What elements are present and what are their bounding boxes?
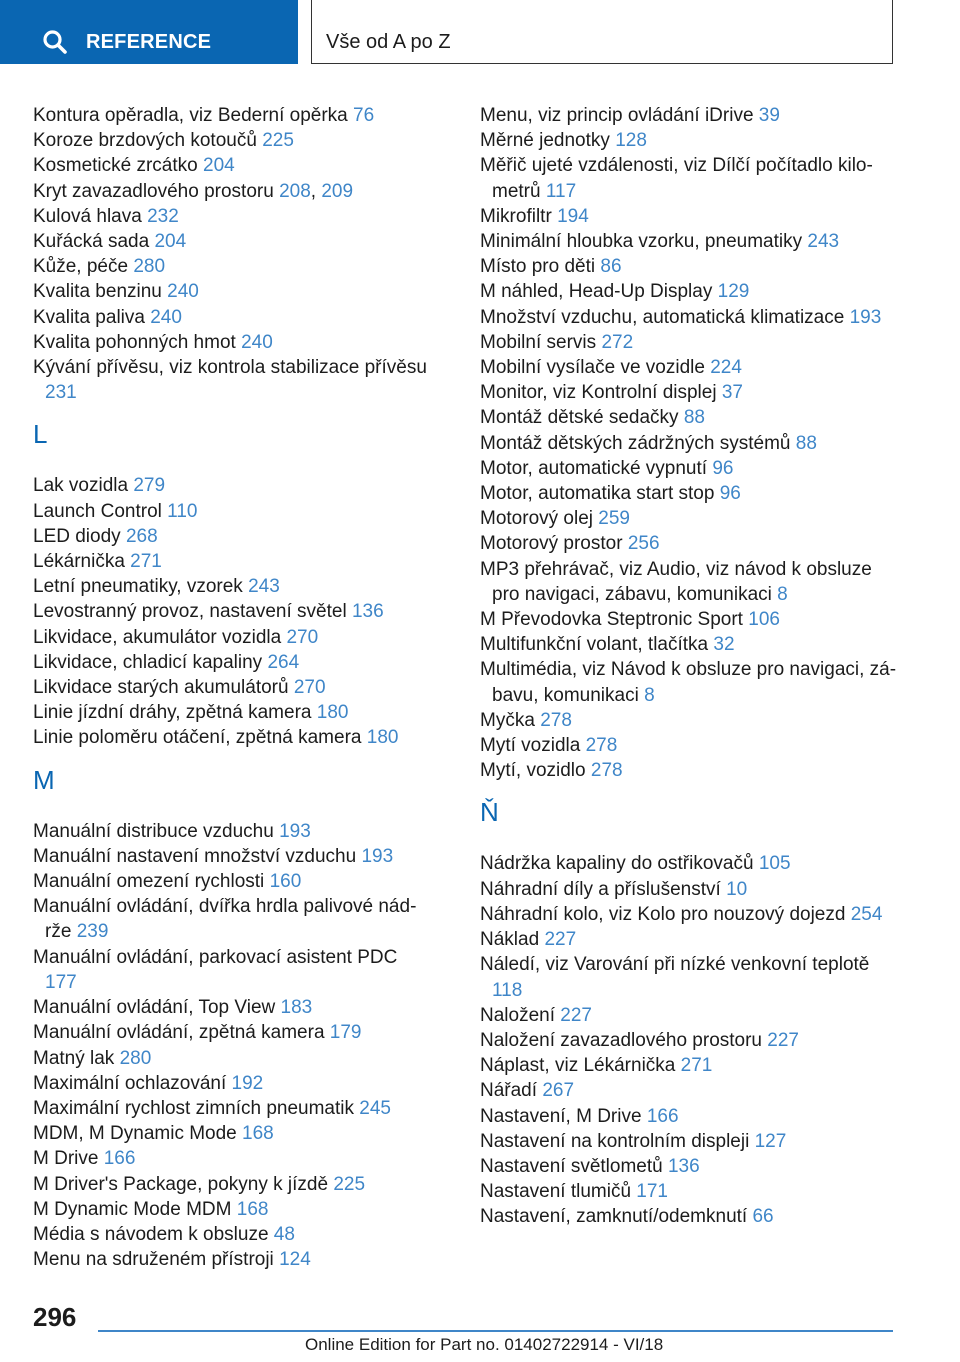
page-reference-link[interactable]: 180: [366, 727, 399, 749]
page-reference-link[interactable]: 227: [767, 1029, 799, 1051]
index-entry: [33, 819, 433, 844]
index-entry-term: Nastavení, zamknutí/odemknutí: [480, 1206, 748, 1228]
index-entry-term: Náklad: [480, 929, 540, 951]
page-reference-link[interactable]: 193: [361, 845, 394, 867]
index-entry-term: Maximální rychlost zimních pneumatik: [33, 1097, 354, 1119]
index-entry: [33, 128, 433, 153]
index-entry: [480, 506, 900, 531]
page-reference-link[interactable]: 264: [267, 651, 300, 673]
index-entry-term: Naložení zavazadlového prostoru: [480, 1029, 763, 1051]
page-reference-link[interactable]: 168: [242, 1123, 274, 1145]
index-entry-term: Nářadí: [480, 1080, 538, 1102]
index-column-left: [33, 103, 433, 1272]
index-entry: [33, 524, 433, 549]
footer-edition-text: Online Edition for Part no. 01402722914 - VI/18: [305, 1335, 664, 1354]
index-entry-term: Linie poloměru otáčení, zpětná kamera: [33, 727, 362, 749]
index-entry-term: Levostranný provoz, nastavení světel: [33, 601, 347, 623]
page-reference-link[interactable]: 280: [119, 1047, 152, 1069]
index-entry-term: Manuální ovládání, zpětná kamera: [33, 1022, 325, 1044]
page-reference-link[interactable]: 279: [133, 475, 166, 497]
index-entry: [33, 499, 433, 524]
index-entry: [480, 902, 900, 927]
page-reference-link[interactable]: 204: [203, 155, 235, 177]
page-reference-link[interactable]: 8: [644, 684, 655, 706]
index-entry-term: Mobilní servis: [480, 331, 597, 353]
page-reference-link[interactable]: 259: [598, 508, 630, 530]
index-entry-term: Lékárnička: [33, 551, 125, 573]
section-title: Vše od A po Z: [326, 31, 451, 53]
reference-tab-label: REFERENCE: [86, 31, 212, 53]
index-entry-term: Měřič ujeté vzdálenosti, viz Dílčí počítadlo kilometrů: [480, 155, 873, 202]
header: [0, 0, 960, 66]
page-reference-link[interactable]: 245: [359, 1097, 391, 1119]
index-entry-term: Kontura opěradla, viz Bederní opěrka: [33, 105, 348, 126]
page-reference-link[interactable]: 105: [758, 853, 791, 875]
index-entry: [480, 1053, 900, 1078]
index-entry: [33, 599, 433, 624]
index-entry-term: Náhradní kolo, viz Kolo pro nouzový dojezd: [480, 903, 846, 925]
index-entry-term: Manuální distribuce vzduchu: [33, 820, 274, 842]
index-entry-term: Montáž dětských zádržných systémů: [480, 432, 791, 454]
index-entry-term: Kulová hlava: [33, 205, 142, 227]
index-entry-term: Náplast, viz Lékárnička: [480, 1055, 676, 1077]
index-entry-term: Launch Control: [33, 500, 162, 522]
index-entry-term: M náhled, Head-Up Display: [480, 281, 713, 303]
index-entry: [480, 952, 900, 1002]
index-entry: [480, 456, 900, 481]
index-entry-term: M Převodovka Steptronic Sport: [480, 609, 743, 631]
page-reference-link[interactable]: 117: [545, 180, 577, 202]
index-entry: [480, 1154, 900, 1179]
index-entry-term: Minimální hloubka vzorku, pneumatiky: [480, 231, 803, 253]
page-reference-link[interactable]: 88: [683, 407, 705, 429]
page-reference-link[interactable]: 10: [726, 878, 748, 900]
index-entry: [33, 229, 433, 254]
page-reference-link[interactable]: 270: [293, 677, 326, 699]
page-reference-link[interactable]: 243: [248, 576, 280, 598]
index-entry-term: Monitor, viz Kontrolní displej: [480, 382, 717, 404]
reference-tab[interactable]: [0, 0, 298, 64]
index-entry-term: M Dynamic Mode MDM: [33, 1198, 232, 1220]
index-entry-term: Montáž dětské sedačky: [480, 407, 679, 429]
index-entry: [33, 330, 433, 355]
page-reference-link[interactable]: 227: [560, 1004, 592, 1026]
index-entry: [480, 305, 900, 330]
page-reference-link[interactable]: 32: [713, 634, 735, 656]
index-entry-term: Nastavení na kontrolním displeji: [480, 1130, 750, 1152]
index-entry-term: Menu, viz princip ovládání iDrive: [480, 105, 754, 126]
index-entry: [480, 877, 900, 902]
index-letter-heading: M: [33, 764, 55, 795]
index-entry: [480, 851, 900, 876]
page-reference-link[interactable]: 271: [130, 551, 162, 573]
index-entry: [33, 1222, 433, 1247]
index-entry-term: Mytí vozidla: [480, 735, 581, 757]
index-entry: [480, 229, 900, 254]
index-entry: [33, 844, 433, 869]
index-entry-term: Multimédia, viz Návod k obsluze pro navigaci, zábavu, komunikaci: [480, 659, 897, 706]
page-reference-link[interactable]: 267: [542, 1080, 575, 1102]
page-reference-link[interactable]: 278: [540, 709, 572, 731]
page-reference-link[interactable]: 193: [849, 306, 882, 328]
page-reference-link[interactable]: 179: [329, 1022, 362, 1044]
index-entry: [33, 153, 433, 178]
index-entry: [33, 995, 433, 1020]
index-entry-term: MDM, M Dynamic Mode: [33, 1123, 237, 1145]
page-reference-link[interactable]: 96: [712, 457, 734, 479]
index-entry-term: Nastavení tlumičů: [480, 1181, 632, 1203]
page-reference-link[interactable]: 106: [748, 609, 780, 631]
index-entry: [480, 380, 900, 405]
page-number: 296: [33, 1302, 77, 1332]
index-entry: [33, 725, 433, 750]
index-entry: [33, 1197, 433, 1222]
page-reference-link[interactable]: 243: [807, 231, 840, 253]
index-entry: [480, 1028, 900, 1053]
footer-divider: [98, 1330, 893, 1332]
index-entry-term: Kvalita benzinu: [33, 281, 162, 303]
index-entry: [33, 945, 433, 995]
index-entry-term: Multifunkční volant, tlačítka: [480, 634, 709, 656]
page-reference-link[interactable]: 166: [103, 1148, 136, 1170]
index-entry-term: Nádržka kapaliny do ostřikovačů: [480, 853, 754, 875]
page-reference-link[interactable]: 225: [333, 1173, 366, 1195]
index-entry-term: Manuální ovládání, dvířka hrdla palivové nádrže: [33, 896, 417, 943]
page-reference-link[interactable]: 278: [590, 760, 623, 782]
page-reference-link[interactable]: 224: [710, 357, 742, 379]
page-reference-link[interactable]: 136: [351, 601, 384, 623]
index-entry: [480, 330, 900, 355]
index-entry: [480, 758, 900, 783]
index-entry: [33, 1121, 433, 1146]
index-entry: [480, 632, 900, 657]
index-entry-term: Letní pneumatiky, vzorek: [33, 576, 243, 598]
index-entry-term: Místo pro děti: [480, 256, 596, 278]
index-entry-term: Motor, automatické vypnutí: [480, 457, 708, 479]
index-entry-term: Likvidace, chladicí kapaliny: [33, 651, 263, 673]
page-reference-link[interactable]: 225: [262, 130, 294, 152]
index-entry-term: Menu na sdruženém přístroji: [33, 1249, 274, 1271]
page-reference-link[interactable]: 86: [600, 256, 622, 278]
index-entry: [33, 254, 433, 279]
index-entry: [480, 607, 900, 632]
page-reference-link[interactable]: 192: [231, 1072, 264, 1094]
index-entry-term: Nastavení světlometů: [480, 1155, 663, 1177]
page-reference-link[interactable]: 204: [154, 231, 187, 253]
page-reference-link[interactable]: 8: [777, 583, 788, 605]
page-reference-link[interactable]: 254: [850, 903, 883, 925]
index-entry: [33, 574, 433, 599]
index-entry: [480, 1003, 900, 1028]
index-letter-heading: L: [33, 419, 48, 450]
index-entry: [480, 481, 900, 506]
index-entry-term: Nastavení, M Drive: [480, 1105, 642, 1127]
index-entry: [33, 1046, 433, 1071]
index-entry-term: Naložení: [480, 1004, 555, 1026]
page-reference-link[interactable]: 39: [758, 105, 780, 126]
index-entry-term: Kvalita paliva: [33, 306, 145, 328]
index-entry: [33, 1096, 433, 1121]
page-reference-link[interactable]: 37: [721, 382, 743, 404]
index-entry-term: Kuřácká sada: [33, 231, 150, 253]
page-reference-link[interactable]: 88: [795, 432, 817, 454]
page-reference-link[interactable]: 118: [492, 979, 523, 1001]
index-entry: [33, 549, 433, 574]
page-reference-link[interactable]: 271: [680, 1055, 713, 1077]
page-reference-link[interactable]: 209: [321, 180, 354, 202]
page-reference-link[interactable]: 227: [544, 929, 577, 951]
index-entry: [480, 431, 900, 456]
index-entry: [33, 1020, 433, 1045]
index-entry: [480, 153, 900, 203]
index-entry: [33, 204, 433, 229]
index-entry-term: Motorový olej: [480, 508, 593, 530]
index-entry: [480, 531, 900, 556]
index-entry: [480, 204, 900, 229]
index-entry: [480, 1104, 900, 1129]
index-entry-term: M Driver's Package, pokyny k jízdě: [33, 1173, 329, 1195]
index-entry: Kryt zavazadlového prostoru 208, 209: [33, 180, 354, 202]
index-entry: [480, 927, 900, 952]
page-reference-link[interactable]: 171: [636, 1181, 668, 1203]
index-entry-term: Média s návodem k obsluze: [33, 1223, 269, 1245]
index-letter-heading: Ň: [480, 797, 499, 828]
index-entry: [33, 650, 433, 675]
index-entry-term: LED diody: [33, 525, 121, 547]
page-reference-link[interactable]: 231: [45, 382, 77, 404]
index-entry: [33, 103, 433, 128]
index-entry-term: MP3 přehrávač, viz Audio, viz návod k obsluze pro navigaci, zábavu, komunikaci: [480, 558, 872, 605]
page-reference-link[interactable]: 110: [167, 500, 198, 522]
index-entry: [33, 869, 433, 894]
index-entry-term: Koroze brzdových kotoučů: [33, 130, 257, 152]
index-entry-term: Myčka: [480, 709, 535, 731]
page-reference-link[interactable]: 240: [167, 281, 199, 303]
page-reference-link[interactable]: 180: [316, 702, 349, 724]
index-entry-term: Mytí, vozidlo: [480, 760, 586, 782]
index-entry-term: M Drive: [33, 1148, 99, 1170]
page-reference-link[interactable]: 136: [667, 1155, 700, 1177]
index-entry: [480, 733, 900, 758]
index-column-right: [480, 103, 900, 1230]
index-entry: [480, 279, 900, 304]
index-entry-term: Náledí, viz Varování při nízké venkovní teplotě: [480, 954, 870, 976]
page-reference-link[interactable]: 168: [236, 1198, 269, 1220]
index-entry: [33, 279, 433, 304]
page-reference-link[interactable]: 124: [279, 1249, 311, 1271]
page-reference-link[interactable]: 232: [147, 205, 179, 227]
index-entry: [480, 1129, 900, 1154]
page-reference-link[interactable]: 193: [279, 820, 311, 842]
search-icon: [42, 29, 68, 55]
index-entry: [33, 355, 433, 405]
page-reference-link[interactable]: 240: [241, 331, 273, 353]
section-title-box: [311, 0, 893, 64]
index-entry-term: Náhradní díly a příslušenství: [480, 878, 721, 900]
index-entry: [480, 103, 900, 128]
index-entry-term: Kůže, péče: [33, 256, 129, 278]
index-entry-term: Motorový prostor: [480, 533, 623, 555]
index-entry-term: Kosmetické zrcátko: [33, 155, 198, 177]
page-reference-link[interactable]: 96: [719, 483, 741, 505]
page-reference-link[interactable]: 183: [280, 997, 313, 1019]
index-entry: [480, 1078, 900, 1103]
page-reference-link[interactable]: 240: [150, 306, 182, 328]
page-reference-link[interactable]: 177: [45, 971, 77, 993]
page-reference-link[interactable]: 48: [273, 1223, 295, 1245]
page-reference-link[interactable]: 66: [752, 1206, 774, 1228]
page-reference-link[interactable]: 128: [615, 130, 647, 152]
index-entry: [480, 128, 900, 153]
page-reference-link[interactable]: 270: [286, 626, 319, 648]
index-entry-term: Kvalita pohonných hmot: [33, 331, 236, 353]
index-entry: [33, 473, 433, 498]
index-entry: [33, 1146, 433, 1171]
index-entry-term: Manuální ovládání, Top View: [33, 997, 276, 1019]
page-reference-link[interactable]: 278: [585, 735, 618, 757]
index-entry: [480, 254, 900, 279]
index-entry: [480, 405, 900, 430]
page-reference-link[interactable]: 256: [627, 533, 660, 555]
index-entry: [480, 1179, 900, 1204]
index-entry: [33, 1247, 433, 1272]
index-entry-term: Motor, automatika start stop: [480, 483, 715, 505]
index-entry-term: Množství vzduchu, automatická klimatizace: [480, 306, 845, 328]
page-reference-link[interactable]: 239: [76, 921, 109, 943]
index-entry-term: Likvidace, akumulátor vozidla: [33, 626, 282, 648]
index-entry-term: Lak vozidla: [33, 475, 129, 497]
index-entry-term: Linie jízdní dráhy, zpětná kamera: [33, 702, 312, 724]
index-entry: [480, 1204, 900, 1229]
index-entry: [33, 700, 433, 725]
page-reference-link[interactable]: 272: [601, 331, 634, 353]
index-entry-term: Kryt zavazadlového prostoru: [33, 180, 274, 202]
index-entry-term: Mobilní vysílače ve vozidle: [480, 357, 705, 379]
index-entry: [33, 305, 433, 330]
index-entry-term: Kývání přívěsu, viz kontrola stabilizace přívěsu: [33, 357, 427, 379]
page-reference-link[interactable]: 129: [717, 281, 750, 303]
page-reference-link[interactable]: 127: [754, 1130, 787, 1152]
page-reference-link[interactable]: 166: [646, 1105, 679, 1127]
index-entry: [480, 708, 900, 733]
index-entry-term: Manuální ovládání, parkovací asistent PDC: [33, 946, 398, 968]
page-reference-link[interactable]: 76: [353, 105, 375, 126]
index-entry: [33, 625, 433, 650]
index-entry: [33, 894, 433, 944]
page-reference-link[interactable]: 280: [133, 256, 166, 278]
index-entry-term: Maximální ochlazování: [33, 1072, 227, 1094]
page-reference-link[interactable]: 160: [269, 871, 302, 893]
index-entry: [480, 657, 900, 707]
index-entry-term: Matný lak: [33, 1047, 115, 1069]
index-entry: [33, 1071, 433, 1096]
page-reference-link[interactable]: 194: [557, 205, 589, 227]
index-entry-term: Manuální omezení rychlosti: [33, 871, 265, 893]
index-entry: [33, 1172, 433, 1197]
page-reference-link[interactable]: 208: [279, 180, 311, 202]
index-entry-term: Mikrofiltr: [480, 205, 552, 227]
index-entry: [480, 557, 900, 607]
index-entry: [33, 675, 433, 700]
index-entry-term: Měrné jednotky: [480, 130, 610, 152]
index-entry-term: Likvidace starých akumulátorů: [33, 677, 289, 699]
index-entry-term: Manuální nastavení množství vzduchu: [33, 845, 357, 867]
page-reference-link[interactable]: 268: [125, 525, 158, 547]
index-entry: [480, 355, 900, 380]
